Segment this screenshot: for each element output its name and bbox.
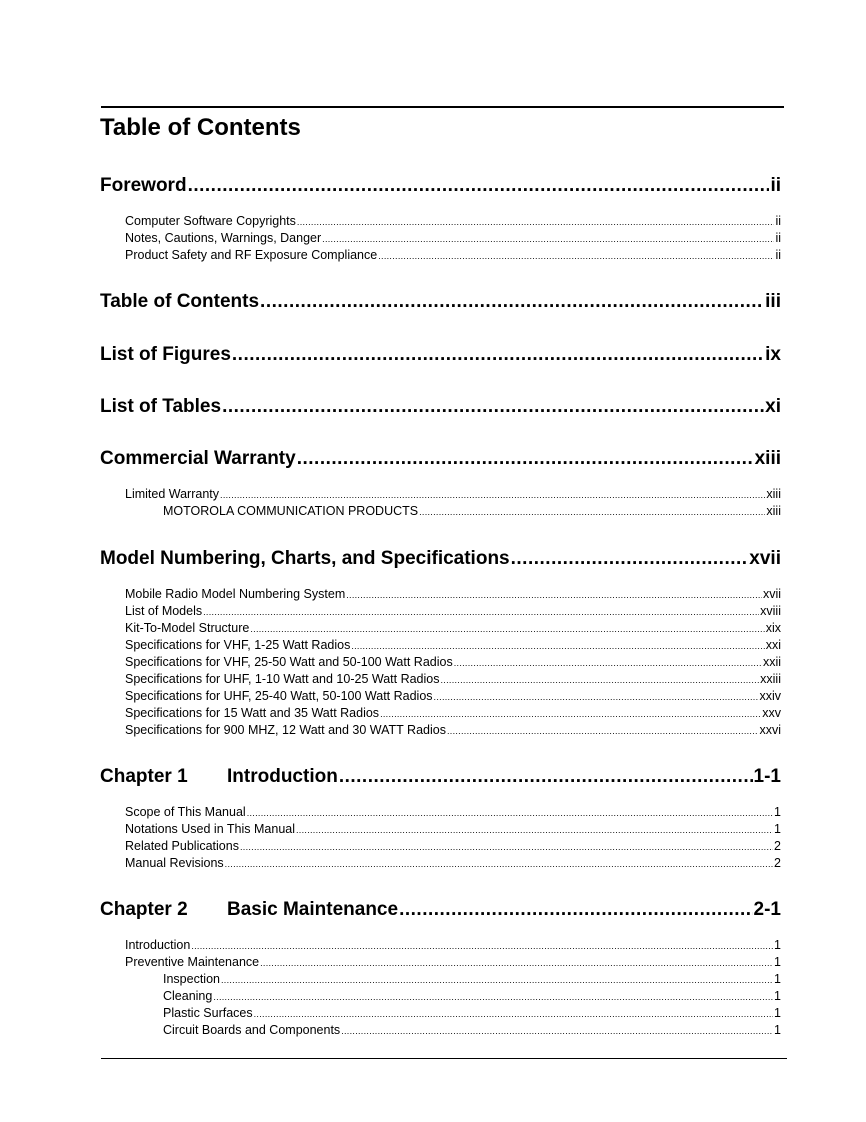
chapter-title: Basic Maintenance <box>227 899 399 920</box>
toc-heading-chapter-1[interactable]: Chapter 1 Introduction ..... 1-1 <box>100 766 781 788</box>
toc-heading-commercial-warranty[interactable]: Commercial Warranty ..... xiii <box>100 448 781 470</box>
chapter-number: Chapter 2 <box>100 899 188 920</box>
toc-entry[interactable]: Inspection ..... 1 <box>163 972 781 986</box>
toc-entry[interactable]: Scope of This Manual ..... 1 <box>125 805 781 819</box>
toc-entry[interactable]: Specifications for UHF, 25-40 Watt, 50-100 Watt Radios ..... xxiv <box>125 689 781 703</box>
toc-heading-model-numbering[interactable]: Model Numbering, Charts, and Specifications ..... xvii <box>100 548 781 570</box>
toc-entry[interactable]: Related Publications ..... 2 <box>125 839 781 853</box>
page-title: Table of Contents <box>100 114 301 141</box>
toc-entry[interactable]: Manual Revisions ..... 2 <box>125 856 781 870</box>
bottom-rule <box>101 1058 787 1059</box>
heading-label: Foreword <box>100 175 187 196</box>
toc-entry[interactable]: Notations Used in This Manual ..... 1 <box>125 822 781 836</box>
dot-leader <box>188 175 770 197</box>
toc-heading-foreword[interactable] <box>100 175 781 197</box>
toc-heading-table-of-contents[interactable]: Table of Contents ..... iii <box>100 291 781 313</box>
toc-entry[interactable]: Plastic Surfaces ..... 1 <box>163 1006 781 1020</box>
toc-entry[interactable]: Notes, Cautions, Warnings, Danger ..... ii <box>125 231 781 245</box>
top-rule <box>101 106 784 108</box>
toc-entry[interactable]: Specifications for 900 MHZ, 12 Watt and 30 WATT Radios ..... xxvi <box>125 723 781 737</box>
heading-page: ii <box>770 175 781 196</box>
toc-entry[interactable]: Mobile Radio Model Numbering System ..... xvii <box>125 587 781 601</box>
toc-entry[interactable]: MOTOROLA COMMUNICATION PRODUCTS ..... xiii <box>163 504 781 518</box>
toc-entry[interactable]: Specifications for UHF, 1-10 Watt and 10-25 Watt Radios ..... xxiii <box>125 672 781 686</box>
toc-entry[interactable]: List of Models ..... xviii <box>125 604 781 618</box>
toc-entry[interactable]: Introduction ..... 1 <box>125 938 781 952</box>
toc-entry[interactable]: Specifications for VHF, 25-50 Watt and 50-100 Watt Radios ..... xxii <box>125 655 781 669</box>
toc-entry[interactable]: Limited Warranty ..... xiii <box>125 487 781 501</box>
toc-entry[interactable]: Computer Software Copyrights ..... ii <box>125 214 781 228</box>
chapter-number: Chapter 1 <box>100 766 188 787</box>
chapter-title: Introduction <box>227 766 338 787</box>
toc-heading-list-of-tables[interactable]: List of Tables ..... xi <box>100 396 781 418</box>
toc-entry[interactable]: Specifications for 15 Watt and 35 Watt Radios ..... xxv <box>125 706 781 720</box>
toc-entry[interactable]: Preventive Maintenance ..... 1 <box>125 955 781 969</box>
toc-heading-chapter-2[interactable]: Chapter 2 Basic Maintenance ..... 2-1 <box>100 899 781 921</box>
toc-heading-list-of-figures[interactable]: List of Figures ..... ix <box>100 344 781 366</box>
toc-entry[interactable]: Circuit Boards and Components ..... 1 <box>163 1023 781 1037</box>
toc-entry[interactable]: Product Safety and RF Exposure Compliance ..... ii <box>125 248 781 262</box>
toc-entry[interactable]: Kit-To-Model Structure ..... xix <box>125 621 781 635</box>
toc-entry[interactable]: Cleaning ..... 1 <box>163 989 781 1003</box>
toc-entry[interactable]: Specifications for VHF, 1-25 Watt Radios ..... xxi <box>125 638 781 652</box>
